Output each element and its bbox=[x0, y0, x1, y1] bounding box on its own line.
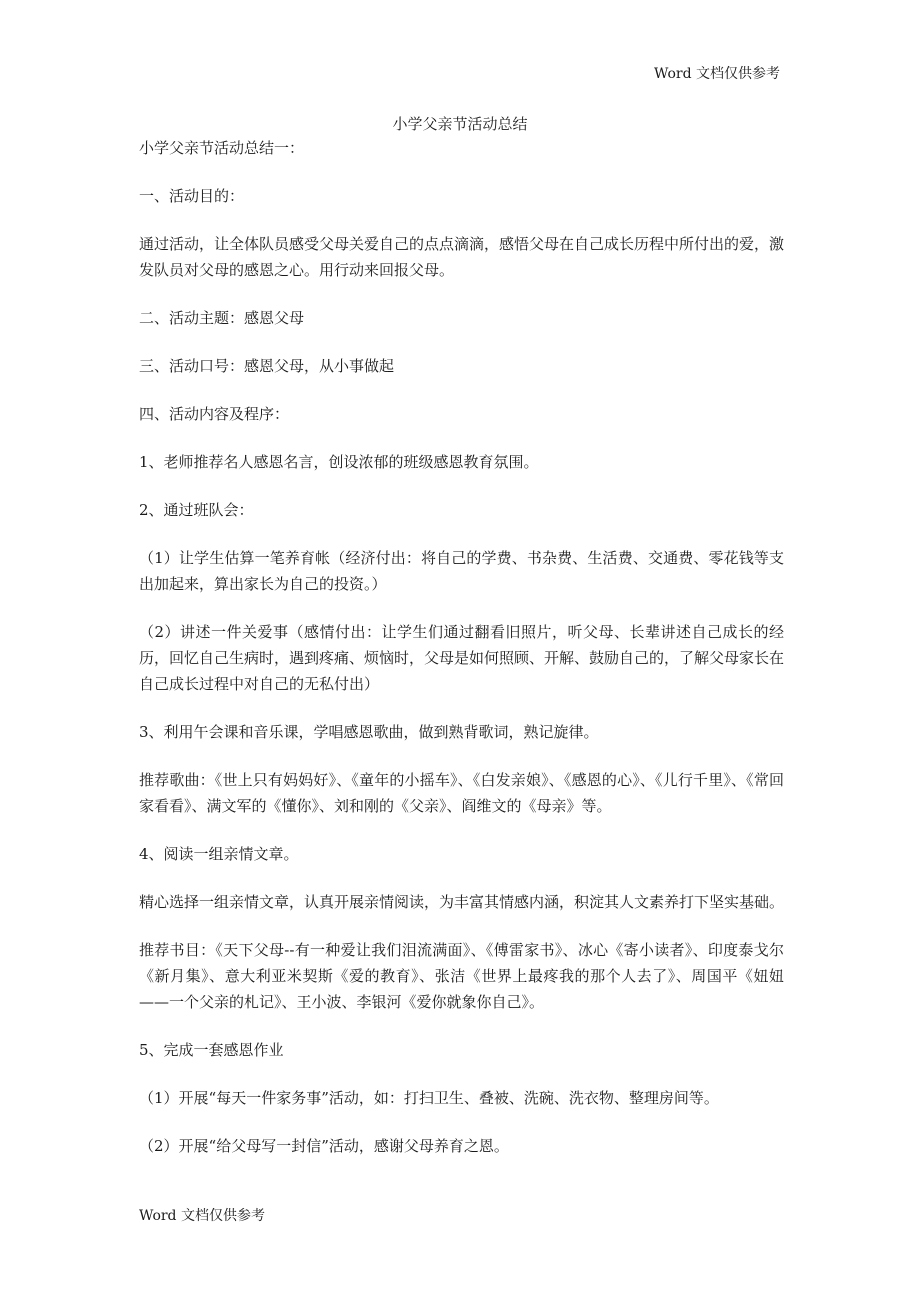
section-heading-purpose: 一、活动目的： bbox=[139, 187, 245, 205]
reading-paragraph: 精心选择一组亲情文章，认真开展亲情阅读，为丰富其情感内涵，积淀其人文素养打下坚实基础。 bbox=[139, 893, 785, 911]
section-heading-slogan: 三、活动口号：感恩父母，从小事做起 bbox=[139, 357, 395, 375]
item-3-paragraph: 3、利用午会课和音乐课，学唱感恩歌曲，做到熟背歌词，熟记旋律。 bbox=[139, 723, 599, 741]
section-heading-content: 四、活动内容及程序： bbox=[139, 405, 290, 423]
item-2-paragraph: 2、通过班队会： bbox=[139, 501, 254, 519]
header-note: Word 文档仅供参考 bbox=[654, 66, 780, 82]
recommended-songs-paragraph: 推荐歌曲：《世上只有妈妈好》、《童年的小摇车》、《白发亲娘》、《感恩的心》、《儿行千里》、《常回家看看》、满文军的《懂你》、刘和刚的《父亲》、阎维文的《母亲》等。 bbox=[139, 771, 784, 815]
item-5-paragraph: 5、完成一套感恩作业 bbox=[139, 1041, 284, 1059]
item-2-2-paragraph: （2）讲述一件关爱事（感情付出：让学生们通过翻看旧照片，听父母、长辈讲述自己成长的经历，回忆自己生病时，遇到疼痛、烦恼时，父母是如何照顾、开解、鼓励自己的，了解父母家长在自己成长过程中对自己的无私付出） bbox=[139, 623, 785, 693]
item-2-1-paragraph: （1）让学生估算一笔养育帐（经济付出：将自己的学费、书杂费、生活费、交通费、零花钱等支出加起来，算出家长为自己的投资。） bbox=[139, 549, 784, 593]
footer-note: Word 文档仅供参考 bbox=[139, 1208, 265, 1224]
document-body bbox=[139, 135, 784, 1159]
item-5-1-paragraph: （1）开展“每天一件家务事”活动，如：打扫卫生、叠被、洗碗、洗衣物、整理房间等。 bbox=[139, 1089, 719, 1107]
item-1-paragraph: 1、老师推荐名人感恩名言，创设浓郁的班级感恩教育氛围。 bbox=[139, 453, 539, 471]
recommended-books-paragraph: 推荐书目：《天下父母--有一种爱让我们泪流满面》、《傅雷家书》、冰心《寄小读者》、印度泰戈尔《新月集》、意大利亚米契斯《爱的教育》、张洁《世界上最疼我的那个人去了》、周国平《妞妞——一个父亲的札记》、王小波、李银河《爱你就象你自己》。 bbox=[139, 941, 784, 1011]
item-4-paragraph: 4、阅读一组亲情文章。 bbox=[139, 845, 299, 863]
subtitle-paragraph: 小学父亲节活动总结一： bbox=[139, 139, 305, 157]
document-title: 小学父亲节活动总结 bbox=[392, 115, 528, 133]
section-heading-theme: 二、活动主题：感恩父母 bbox=[139, 309, 305, 327]
item-5-2-paragraph: （2）开展“给父母写一封信”活动，感谢父母养育之恩。 bbox=[139, 1137, 509, 1155]
purpose-paragraph: 通过活动，让全体队员感受父母关爱自己的点点滴滴，感悟父母在自己成长历程中所付出的爱，激发队员对父母的感恩之心。用行动来回报父母。 bbox=[139, 235, 785, 279]
